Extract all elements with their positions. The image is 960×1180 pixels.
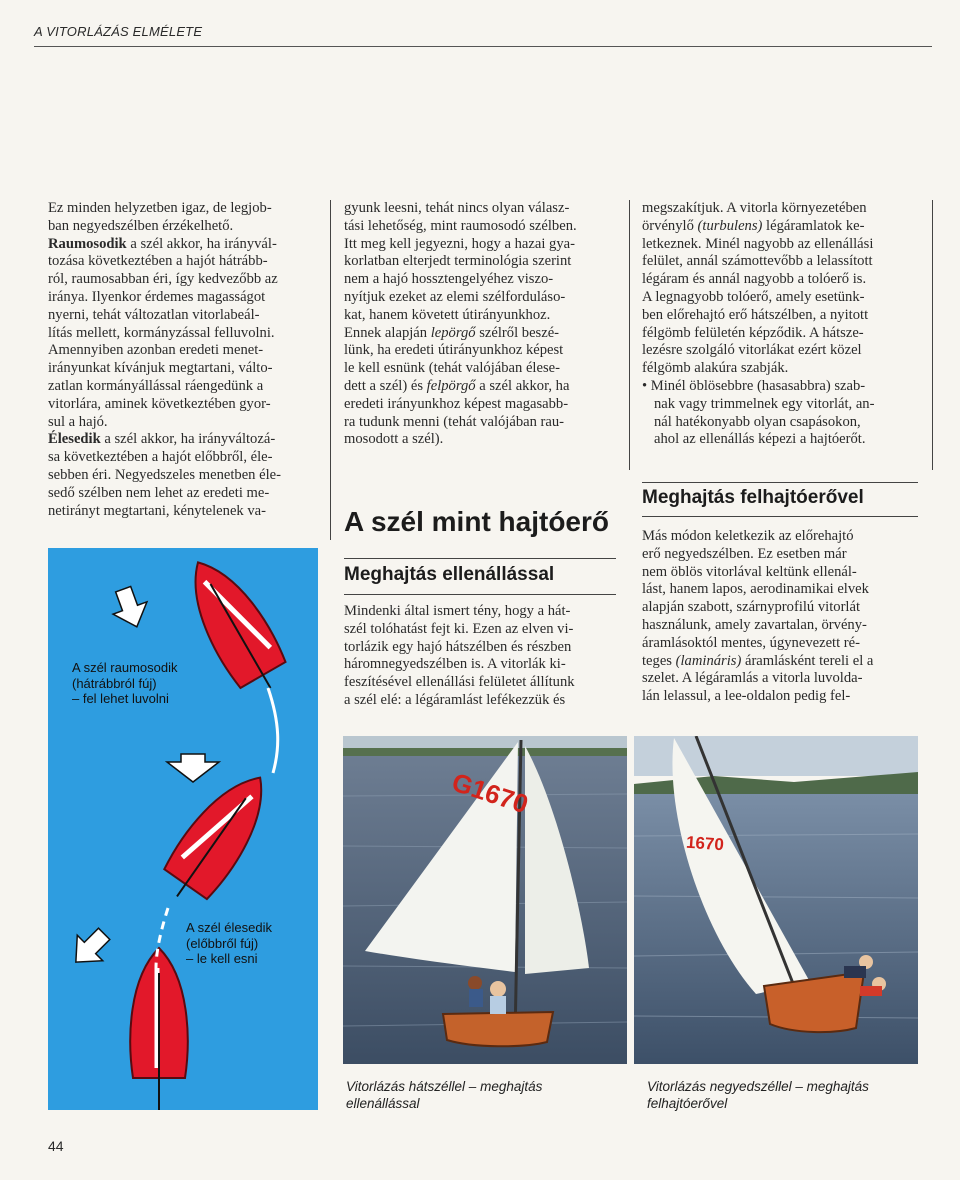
text-line: tási lehetőség, mint raumosodó szélben. (344, 217, 577, 234)
text-line: sul a hajó. (48, 413, 108, 430)
subtitle-rule (642, 482, 918, 483)
text-line: A legnagyobb tolóerő, amely esetünk- (642, 288, 865, 305)
text-line: ben előrehajtó erő hátszélben, a nyitott (642, 306, 869, 323)
column-divider-2 (629, 200, 630, 470)
bullet-line: nál hatékonyabb olyan csapásokon, (654, 413, 861, 430)
main-section-title: A szél mint hajtóerő (344, 506, 610, 537)
boat-middle-icon (153, 761, 283, 913)
text-line: Más módon keletkezik az előrehajtó (642, 528, 854, 544)
text-line: megszakítjuk. A vitorla környezetében (642, 200, 867, 216)
italic-term: (turbulens) (697, 217, 763, 234)
text-line: alapján szabott, szárnyprofilú vitorlát (642, 599, 861, 616)
wind-arrow-top-icon (106, 583, 154, 633)
text-line-bold-start (48, 236, 318, 254)
label-line: – le kell esni (186, 951, 258, 966)
text-line: korlatban elterjedt terminológia szerint (344, 253, 572, 270)
text-line: Itt meg kell jegyezni, hogy a hazai gya- (344, 235, 575, 252)
text-line: sa következtében a hajót előbbről, éle- (48, 449, 273, 466)
text-line: légáram és annál nagyobb a tolóerő is. (642, 271, 867, 288)
subtitle-rule (642, 516, 918, 517)
header-rule (34, 46, 932, 47)
text-line: félgömb alakúra szabják. (642, 360, 789, 377)
page-number: 44 (48, 1138, 64, 1154)
text-line: iránya. Ilyenkor érdemes magasságot (48, 288, 266, 305)
photo-beam-reach (634, 736, 918, 1064)
column-3 (642, 200, 918, 449)
sail-number-left: G1670 (448, 766, 532, 820)
photo-beam-reach-graphic (634, 736, 918, 1064)
bullet-line: • Minél öblösebbre (hasasabbra) szab- (642, 377, 866, 394)
subsection-title-resistance: Meghajtás ellenállással (344, 564, 555, 585)
text-line: lezésre szolgáló vitorlákat ezért közel (642, 342, 862, 359)
italic-term: lepörgő (430, 324, 476, 341)
text-line: ra tudunk menni (tehát valójában rau- (344, 413, 565, 430)
text-line: nyerni, tehát változatlan vitorlabeál- (48, 306, 260, 323)
text-line: nyítjuk ezeket az elemi szélforduláso- (344, 288, 566, 305)
text-line: gyunk leesni, tehát nincs olyan válasz- (344, 200, 570, 216)
text-line: felület, annál számottevőbb a lelassított (642, 253, 873, 270)
text-line: irányunkat kívánjuk megtartani, válto- (48, 360, 273, 377)
label-line: (hátrábbról fúj) (72, 675, 157, 691)
bullet-line: ahol az ellenállás képezi a hajtóerőt. (654, 431, 866, 448)
text-line: lítás mellett, kormányzással felluvolni. (48, 324, 275, 341)
column-divider-3 (932, 200, 933, 470)
text-line: áramlásoktól mentes, úgynevezett ré- (642, 634, 861, 651)
subtitle-rule (344, 594, 616, 595)
text-line: tozása következtében a hajót hátrább- (48, 253, 268, 270)
text-line: nem öblös vitorlával keltünk ellenál- (642, 563, 857, 580)
text-line: lán lelassul, a lee-oldalon pedig fel- (642, 688, 851, 705)
text-line: erő negyedszélben. Ez esetben már (642, 545, 847, 562)
photo-downwind (343, 736, 627, 1064)
column-1 (48, 200, 318, 520)
text-line: sedő szélben nem lehet az eredeti me- (48, 484, 270, 501)
text-line: torlázik egy hajó hátszélben és részben (344, 638, 572, 655)
text-line: a szél elé: a légáramlást lefékezzük és (344, 691, 566, 708)
text-line: kat, hanem követett útirányunkhoz. (344, 306, 551, 323)
text-line: szelet. A légáramlás a vitorla luvolda- (642, 670, 863, 687)
text-line: letkeznek. Minél nagyobb az ellenállási (642, 235, 874, 252)
wind-shift-diagram (48, 548, 318, 1110)
text-line: mosodott a szél). (344, 431, 444, 448)
text-line: örvénylő (turbulens) légáramlatok ke- (642, 217, 865, 234)
text-line: eredeti irányunkhoz képest magasabb- (344, 395, 569, 412)
boat-top-icon (173, 548, 295, 702)
term-elesedik: Élesedik (48, 431, 101, 448)
label-line: A szél élesedik (186, 920, 272, 935)
caption-line: felhajtóerővel (647, 1096, 728, 1111)
course-path (268, 688, 278, 773)
caption-line: ellenállással (346, 1096, 420, 1111)
label-line: (előbbről fúj) (186, 935, 259, 951)
text-line: a szél akkor, ha irányvál- (126, 235, 277, 252)
text-line: sebben éri. Negyedszeles menetben éle- (48, 466, 281, 483)
text-line: netirányt megtartani, kénytelenek va- (48, 502, 267, 519)
text-line: lást, hanem lapos, aerodinamikai elvek (642, 581, 869, 598)
caption-downwind (346, 1078, 542, 1112)
label-line: – fel lehet luvolni (72, 691, 169, 706)
text-line: vitorlára, aminek következtében gyor- (48, 395, 271, 412)
caption-line: Vitorlázás negyedszéllel – meghajtás (647, 1079, 869, 1094)
text-line: ról, raumosabban éri, így kedvezőbb az (48, 271, 278, 288)
italic-term: (lamináris) (675, 652, 742, 669)
text-line: dett a szél) és felpörgő a szél akkor, ha (344, 377, 570, 394)
wind-arrow-bottom-icon (63, 921, 117, 975)
italic-term: felpörgő (426, 377, 476, 394)
text-line: a szél akkor, ha irányváltozá- (100, 431, 276, 448)
diagram-label-raumosodik (72, 660, 178, 707)
text-line: ban negyedszélben érzékelhető. (48, 217, 234, 234)
column-2-sub (344, 603, 616, 710)
text-line: Amennyiben azonban eredeti menet- (48, 342, 264, 359)
text-line: lünk, ha eredeti útirányunkhoz képest (344, 342, 564, 359)
column-2 (344, 200, 616, 449)
running-header: A VITORLÁZÁS ELMÉLETE (34, 24, 203, 39)
diagram-label-elesedik (186, 920, 272, 967)
term-raumosodik: Raumosodik (48, 235, 127, 252)
caption-line: Vitorlázás hátszéllel – meghajtás (346, 1079, 543, 1094)
diagram-graphic (48, 548, 318, 1110)
text-line: teges (lamináris) áramlásként tereli el a (642, 652, 874, 669)
text-line: félgömb felületén képződik. A hátsze- (642, 324, 864, 341)
subsection-title-lift: Meghajtás felhajtóerővel (642, 487, 864, 508)
caption-beam-reach (647, 1078, 869, 1112)
text-line: nem a hajó hossztengelyéhez viszo- (344, 271, 554, 288)
text-line: háromnegyedszélben is. A vitorlák ki- (344, 656, 566, 673)
text-line: szél tolóhatást fejt ki. Ezen az elven vi- (344, 620, 574, 637)
text-line: feszítésével ellenállási felületet állítunk (344, 674, 575, 691)
subtitle-rule (344, 558, 616, 559)
text-line: zatlan kormányállással ráengedünk a (48, 377, 264, 394)
bullet-line: nak vagy trimmelnek egy vitorlát, an- (654, 395, 875, 412)
boat-bottom-icon (130, 948, 187, 1110)
column-3-sub (642, 528, 918, 706)
text-line: használunk, amely zavartalan, örvény- (642, 616, 867, 633)
wind-arrow-middle-icon (167, 754, 219, 782)
text-line: le kell esnünk (tehát valójában élese- (344, 360, 560, 377)
text-line-bold-start (48, 431, 318, 449)
text-line: Ez minden helyzetben igaz, de legjob- (48, 200, 272, 216)
sail-number-right: 1670 (685, 832, 725, 855)
text-line: Mindenki által ismert tény, hogy a hát- (344, 603, 571, 619)
column-divider-1 (330, 200, 331, 540)
label-line: A szél raumosodik (72, 660, 178, 675)
text-line: Ennek alapján lepörgő szélről beszé- (344, 324, 560, 341)
